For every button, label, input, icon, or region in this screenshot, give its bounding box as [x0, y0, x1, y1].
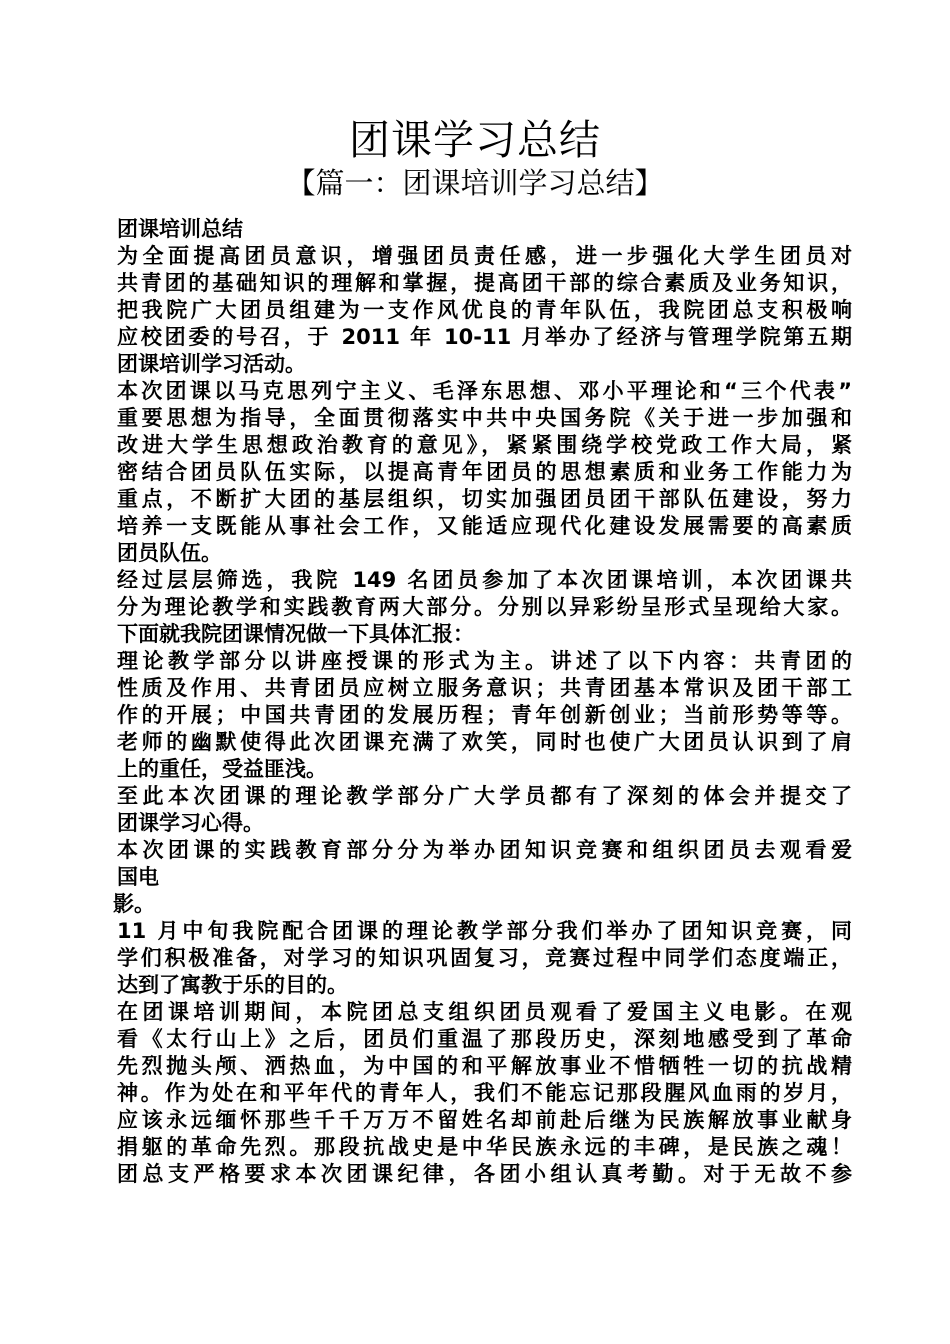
paragraph-line: 本次团课以马克思列宁主义、毛泽东思想、邓小平理论和“三个代表” [117, 379, 852, 403]
paragraph-line: 达到了寓教于乐的目的。 [117, 973, 348, 997]
paragraph-line: 老师的幽默使得此次团课充满了欢笑，同时也使广大团员认识到了肩 [117, 730, 852, 754]
paragraph-line: 把我院广大团员组建为一支作风优良的青年队伍，我院团总支积极响 [117, 298, 852, 322]
paragraph-line: 重点，不断扩大团的基层组织，切实加强团员团干部队伍建设，努力 [117, 487, 852, 511]
paragraph-line: 11 月中旬我院配合团课的理论教学部分我们举办了团知识竞赛，同 [117, 919, 852, 943]
paragraph-line: 上的重任，受益匪浅。 [117, 757, 327, 781]
paragraph-line: 应校团委的号召，于 2011 年 10-11 月举办了经济与管理学院第五期 [117, 325, 852, 349]
paragraph-line: 捐躯的革命先烈。那段抗战史是中华民族永远的丰碑，是民族之魂！ [117, 1135, 852, 1159]
paragraph-line: 国电 [117, 865, 159, 889]
document-body [113, 216, 852, 1188]
paragraph-line: 本次团课的实践教育部分分为举办团知识竞赛和组织团员去观看爱 [117, 838, 852, 862]
paragraph-line: 影。 [113, 892, 155, 916]
paragraph-line: 为全面提高团员意识，增强团员责任感，进一步强化大学生团员对 [117, 244, 852, 268]
paragraph-line: 应该永远缅怀那些千千万万不留姓名却前赴后继为民族解放事业献身 [117, 1108, 852, 1132]
paragraph-line: 学们积极准备，对学习的知识巩固复习，竞赛过程中同学们态度端正， [117, 946, 852, 970]
paragraph-line: 神。作为处在和平年代的青年人，我们不能忘记那段腥风血雨的岁月， [117, 1081, 852, 1105]
section-heading: 团课培训总结 [117, 217, 243, 241]
paragraph-line: 共青团的基础知识的理解和掌握，提高团干部的综合素质及业务知识， [117, 271, 852, 295]
document-subtitle: 【篇一：团课培训学习总结】 [286, 166, 664, 200]
paragraph-line: 分为理论教学和实践教育两大部分。分别以异彩纷呈形式呈现给大家。 [117, 595, 852, 619]
paragraph-line: 性质及作用、共青团员应树立服务意识；共青团基本常识及团干部工 [117, 676, 852, 700]
paragraph-line: 理论教学部分以讲座授课的形式为主。讲述了以下内容：共青团的 [117, 649, 852, 673]
paragraph-line: 团员队伍。 [117, 541, 222, 565]
paragraph-line: 看《太行山上》之后，团员们重温了那段历史，深刻地感受到了革命 [117, 1027, 852, 1051]
paragraph-line: 至此本次团课的理论教学部分广大学员都有了深刻的体会并提交了 [117, 784, 852, 808]
paragraph-line: 在团课培训期间，本院团总支组织团员观看了爱国主义电影。在观 [117, 1000, 852, 1024]
document-title: 团课学习总结 [349, 116, 601, 164]
paragraph-line: 团课学习心得。 [117, 811, 264, 835]
paragraph-line: 重要思想为指导，全面贯彻落实中共中央国务院《关于进一步加强和 [117, 406, 852, 430]
paragraph-line: 团总支严格要求本次团课纪律，各团小组认真考勤。对于无故不参 [117, 1162, 852, 1186]
paragraph-line: 改进大学生思想政治教育的意见》，紧紧围绕学校党政工作大局，紧 [117, 433, 852, 457]
paragraph-line: 经过层层筛选，我院 149 名团员参加了本次团课培训，本次团课共 [117, 568, 852, 592]
paragraph-line: 先烈抛头颅、洒热血，为中国的和平解放事业不惜牺牲一切的抗战精 [117, 1054, 852, 1078]
paragraph-line: 作的开展；中国共青团的发展历程；青年创新创业；当前形势等等。 [117, 703, 852, 727]
paragraph-line: 培养一支既能从事社会工作，又能适应现代化建设发展需要的高素质 [117, 514, 852, 538]
paragraph-line: 密结合团员队伍实际，以提高青年团员的思想素质和业务工作能力为 [117, 460, 852, 484]
paragraph-line: 下面就我院团课情况做一下具体汇报： [117, 622, 474, 646]
paragraph-line: 团课培训学习活动。 [117, 352, 306, 376]
